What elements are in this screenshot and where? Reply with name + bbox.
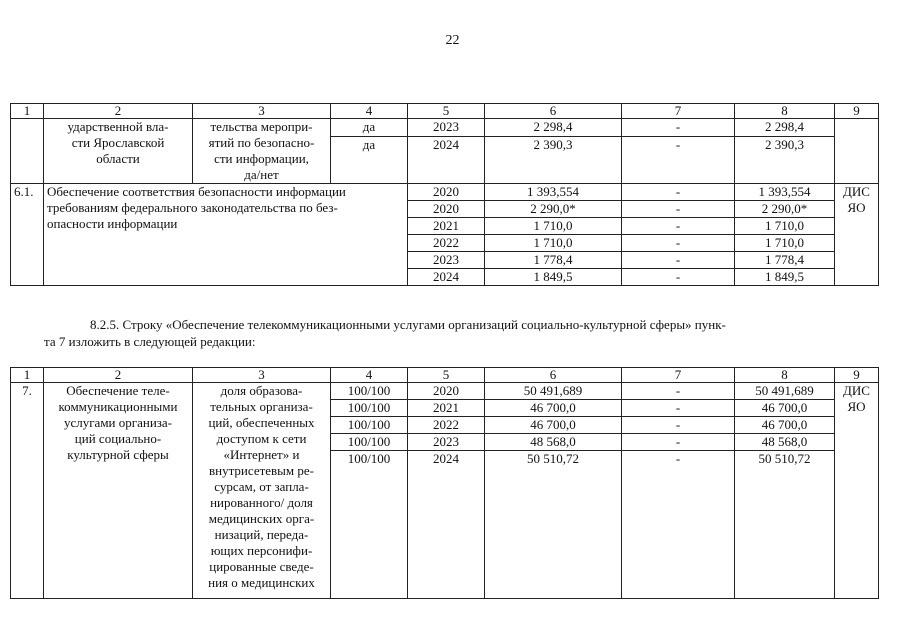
measure-name-cell: Обеспечение соответствия безопасности информации требованиям федерального законодательства по без- опасности информации xyxy=(44,184,408,286)
col-header: 5 xyxy=(408,104,485,119)
col-header: 4 xyxy=(331,368,408,383)
year-cell: 2023 xyxy=(408,119,485,137)
table-header-row xyxy=(11,104,879,119)
col-header: 2 xyxy=(44,104,193,119)
paragraph-line: та 7 изложить в следующей редакции: xyxy=(44,334,256,349)
measure-name-cell: ударственной вла- сти Ярославской области xyxy=(44,119,193,184)
table-header-row xyxy=(11,368,879,383)
total-cell: 46 700,0 xyxy=(485,400,622,417)
total-cell: 50 491,689 xyxy=(485,383,622,400)
federal-cell: - xyxy=(622,235,735,252)
col-header: 2 xyxy=(44,368,193,383)
year-cell: 2021 xyxy=(408,400,485,417)
target-value-cell: 100/100 xyxy=(331,451,408,599)
regional-cell: 1 393,554 xyxy=(735,184,835,201)
federal-cell: - xyxy=(622,451,735,599)
table-new-wording xyxy=(10,367,879,599)
amendment-paragraph xyxy=(44,316,844,350)
regional-cell: 46 700,0 xyxy=(735,400,835,417)
paragraph-line: 8.2.5. Строку «Обеспечение телекоммуникационными услугами организаций социально-культурной сферы» пунк- xyxy=(90,317,726,332)
target-value-cell: 100/100 xyxy=(331,434,408,451)
federal-cell: - xyxy=(622,400,735,417)
col-header: 7 xyxy=(622,104,735,119)
federal-cell: - xyxy=(622,184,735,201)
col-header: 1 xyxy=(11,368,44,383)
year-cell: 2021 xyxy=(408,218,485,235)
total-cell: 1 849,5 xyxy=(485,269,622,286)
regional-cell: 2 298,4 xyxy=(735,119,835,137)
col-header: 9 xyxy=(835,104,879,119)
col-header: 8 xyxy=(735,104,835,119)
col-header: 7 xyxy=(622,368,735,383)
year-cell: 2023 xyxy=(408,434,485,451)
table-row xyxy=(11,119,879,137)
total-cell: 2 390,3 xyxy=(485,137,622,184)
year-cell: 2023 xyxy=(408,252,485,269)
table-row xyxy=(11,184,879,201)
target-value-cell: да xyxy=(331,137,408,184)
table-continuation xyxy=(10,103,879,286)
col-header: 4 xyxy=(331,104,408,119)
regional-cell: 1 778,4 xyxy=(735,252,835,269)
total-cell: 50 510,72 xyxy=(485,451,622,599)
page-number: 22 xyxy=(445,33,460,48)
year-cell: 2022 xyxy=(408,417,485,434)
federal-cell: - xyxy=(622,137,735,184)
total-cell: 2 298,4 xyxy=(485,119,622,137)
federal-cell: - xyxy=(622,269,735,286)
regional-cell: 2 390,3 xyxy=(735,137,835,184)
federal-cell: - xyxy=(622,218,735,235)
year-cell: 2022 xyxy=(408,235,485,252)
measure-name-cell: Обеспечение теле- коммуникационными услугами организа- ций социально- культурной сферы xyxy=(44,383,193,599)
executor-cell xyxy=(835,119,879,184)
total-cell: 1 710,0 xyxy=(485,218,622,235)
year-cell: 2020 xyxy=(408,201,485,218)
year-cell: 2024 xyxy=(408,137,485,184)
executor-cell: ДИС ЯО xyxy=(835,383,879,599)
total-cell: 1 778,4 xyxy=(485,252,622,269)
col-header: 3 xyxy=(193,368,331,383)
executor-cell: ДИС ЯО xyxy=(835,184,879,286)
regional-cell: 2 290,0* xyxy=(735,201,835,218)
regional-cell: 48 568,0 xyxy=(735,434,835,451)
total-cell: 46 700,0 xyxy=(485,417,622,434)
total-cell: 1 710,0 xyxy=(485,235,622,252)
year-cell: 2020 xyxy=(408,184,485,201)
col-header: 8 xyxy=(735,368,835,383)
table-row xyxy=(11,383,879,400)
row-number-cell: 7. xyxy=(11,383,44,599)
regional-cell: 50 491,689 xyxy=(735,383,835,400)
row-number-cell: 6.1. xyxy=(11,184,44,286)
target-value-cell: да xyxy=(331,119,408,137)
col-header: 6 xyxy=(485,368,622,383)
federal-cell: - xyxy=(622,383,735,400)
target-value-cell: 100/100 xyxy=(331,417,408,434)
year-cell: 2024 xyxy=(408,451,485,599)
federal-cell: - xyxy=(622,252,735,269)
year-cell: 2020 xyxy=(408,383,485,400)
col-header: 3 xyxy=(193,104,331,119)
col-header: 1 xyxy=(11,104,44,119)
indicator-cell: тельства меропри- ятий по безопасно- сти информации, да/нет xyxy=(193,119,331,184)
indicator-cell: доля образова- тельных организа- ций, обеспеченных доступом к сети «Интернет» и внутрисетевым ре- сурсам, от запла- нированного/ доля медицинских орга- низаций, переда- ющих персонифи- цированные сведе- ния о медицинских xyxy=(193,383,331,599)
regional-cell: 1 710,0 xyxy=(735,218,835,235)
row-number-cell xyxy=(11,119,44,184)
total-cell: 48 568,0 xyxy=(485,434,622,451)
regional-cell: 1 849,5 xyxy=(735,269,835,286)
regional-cell: 1 710,0 xyxy=(735,235,835,252)
col-header: 6 xyxy=(485,104,622,119)
target-value-cell: 100/100 xyxy=(331,400,408,417)
col-header: 9 xyxy=(835,368,879,383)
year-cell: 2024 xyxy=(408,269,485,286)
regional-cell: 46 700,0 xyxy=(735,417,835,434)
regional-cell: 50 510,72 xyxy=(735,451,835,599)
federal-cell: - xyxy=(622,417,735,434)
federal-cell: - xyxy=(622,201,735,218)
target-value-cell: 100/100 xyxy=(331,383,408,400)
federal-cell: - xyxy=(622,119,735,137)
col-header: 5 xyxy=(408,368,485,383)
total-cell: 1 393,554 xyxy=(485,184,622,201)
total-cell: 2 290,0* xyxy=(485,201,622,218)
federal-cell: - xyxy=(622,434,735,451)
